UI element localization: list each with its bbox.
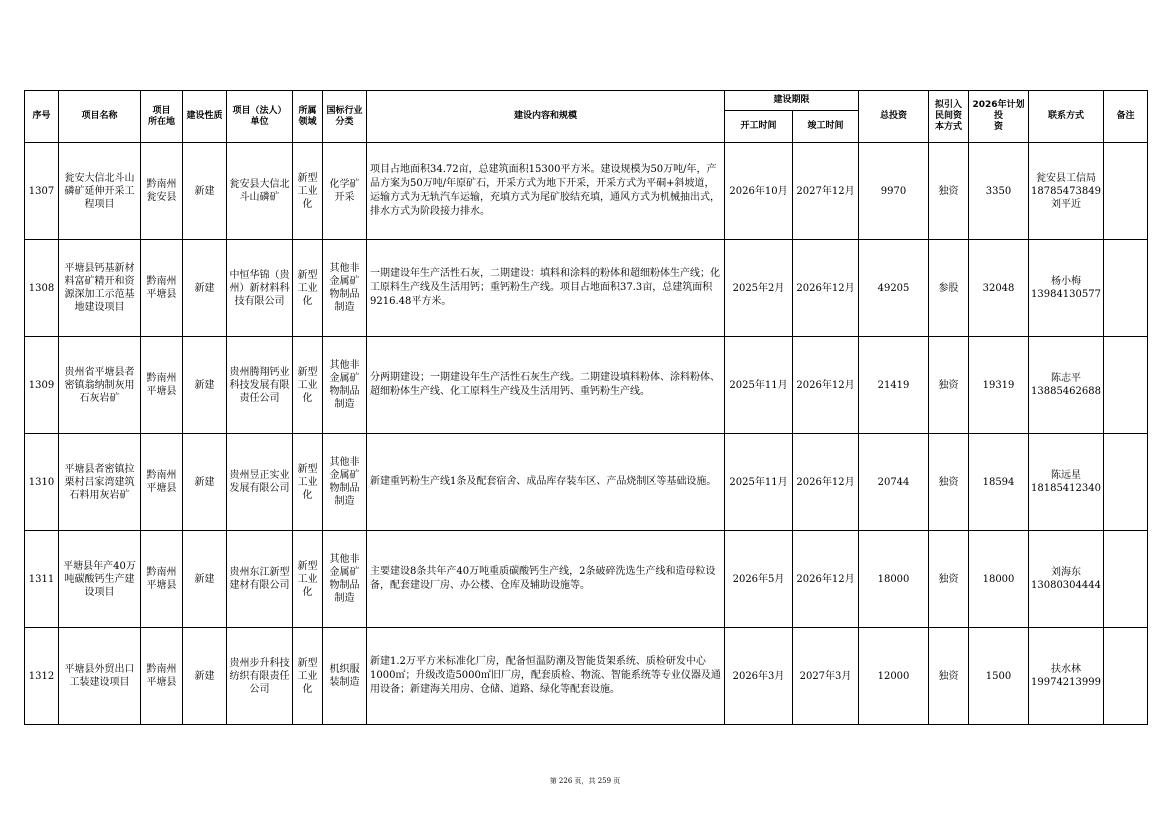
cell-industry: 其他非金属矿物制品制造 [323, 337, 367, 434]
cell-industry: 机织服装制造 [323, 628, 367, 725]
cell-content: 新建重钙粉生产线1条及配套宿舍、成品库存装车区、产品烧制区等基础设施。 [367, 434, 725, 531]
cell-unit: 中恒华锦（贵州）新材料科技有限公司 [227, 240, 293, 337]
cell-start-time: 2026年5月 [725, 531, 793, 628]
header-contact: 联系方式 [1029, 91, 1104, 143]
cell-private-capital: 独资 [929, 337, 969, 434]
cell-contact: 刘海东 13080304444 [1029, 531, 1104, 628]
cell-industry: 化学矿开采 [323, 143, 367, 240]
cell-field: 新型工业化 [293, 434, 323, 531]
cell-private-capital: 独资 [929, 628, 969, 725]
cell-seq: 1307 [25, 143, 59, 240]
cell-content: 新建1.2万平方米标准化厂房，配备恒温防潮及智能货架系统、质检研发中心1000㎡；升级改造5000㎡旧厂房，配套质检、物流、智能系统等专业仪器及通用设备；新建海关用房、仓储、道路、绿化等配套设施。 [367, 628, 725, 725]
project-table [24, 90, 1148, 725]
header-nature: 建设性质 [183, 91, 227, 143]
cell-unit: 贵州腾翔钙业科技发展有限责任公司 [227, 337, 293, 434]
cell-field: 新型工业化 [293, 628, 323, 725]
cell-seq: 1308 [25, 240, 59, 337]
cell-end-time: 2027年3月 [793, 628, 859, 725]
table-row [25, 628, 1148, 725]
header-remark: 备注 [1104, 91, 1148, 143]
cell-remark [1104, 143, 1148, 240]
cell-total-investment: 49205 [859, 240, 929, 337]
cell-nature: 新建 [183, 240, 227, 337]
cell-seq: 1310 [25, 434, 59, 531]
cell-start-time: 2026年3月 [725, 628, 793, 725]
cell-industry: 其他非金属矿物制品制造 [323, 240, 367, 337]
header-period: 建设期限 [725, 91, 859, 111]
cell-project-name: 平塘县年产40万吨碳酸钙生产建设项目 [59, 531, 141, 628]
cell-project-name: 平塘县钙基新材料富矿精开和资源深加工示范基地建设项目 [59, 240, 141, 337]
cell-location: 黔南州平塘县 [141, 337, 183, 434]
cell-remark [1104, 628, 1148, 725]
cell-end-time: 2026年12月 [793, 531, 859, 628]
header-end-time: 竣工时间 [793, 111, 859, 143]
cell-project-name: 平塘县外贸出口工装建设项目 [59, 628, 141, 725]
cell-nature: 新建 [183, 143, 227, 240]
cell-private-capital: 独资 [929, 434, 969, 531]
cell-seq: 1311 [25, 531, 59, 628]
cell-location: 黔南州平塘县 [141, 531, 183, 628]
cell-unit: 贵州昱正实业发展有限公司 [227, 434, 293, 531]
cell-private-capital: 参股 [929, 240, 969, 337]
cell-location: 黔南州平塘县 [141, 434, 183, 531]
cell-total-investment: 21419 [859, 337, 929, 434]
header-location: 项目 所在地 [141, 91, 183, 143]
cell-contact: 瓮安县工信局 18785473849 刘平近 [1029, 143, 1104, 240]
cell-nature: 新建 [183, 337, 227, 434]
cell-industry: 其他非金属矿物制品制造 [323, 531, 367, 628]
header-field: 所属 领域 [293, 91, 323, 143]
cell-unit: 贵州步升科技纺织有限责任公司 [227, 628, 293, 725]
cell-unit: 贵州东江新型建材有限公司 [227, 531, 293, 628]
cell-project-name: 瓮安大信北斗山磷矿延伸开采工程项目 [59, 143, 141, 240]
cell-project-name: 贵州省平塘县者密镇翁纳制灰用石灰岩矿 [59, 337, 141, 434]
cell-seq: 1312 [25, 628, 59, 725]
cell-start-time: 2025年11月 [725, 337, 793, 434]
cell-private-capital: 独资 [929, 143, 969, 240]
header-project-name: 项目名称 [59, 91, 141, 143]
table-row [25, 531, 1148, 628]
cell-project-name: 平塘县者密镇拉栗村吕家湾建筑石料用灰岩矿 [59, 434, 141, 531]
cell-seq: 1309 [25, 337, 59, 434]
cell-field: 新型工业化 [293, 240, 323, 337]
cell-nature: 新建 [183, 434, 227, 531]
cell-private-capital: 独资 [929, 531, 969, 628]
cell-remark [1104, 434, 1148, 531]
header-start-time: 开工时间 [725, 111, 793, 143]
cell-field: 新型工业化 [293, 337, 323, 434]
cell-total-investment: 18000 [859, 531, 929, 628]
header-content: 建设内容和规模 [367, 91, 725, 143]
cell-plan-investment: 1500 [969, 628, 1029, 725]
cell-end-time: 2026年12月 [793, 240, 859, 337]
cell-nature: 新建 [183, 628, 227, 725]
cell-start-time: 2026年10月 [725, 143, 793, 240]
cell-content: 分两期建设；一期建设年生产活性石灰生产线。二期建设填料粉体、涂料粉体、超细粉体生产线、化工原料生产线及生活用钙、重钙粉生产线。 [367, 337, 725, 434]
cell-location: 黔南州平塘县 [141, 240, 183, 337]
cell-plan-investment: 19319 [969, 337, 1029, 434]
cell-location: 黔南州瓮安县 [141, 143, 183, 240]
table-row [25, 143, 1148, 240]
header-plan-investment: 2026年计划投 资 [969, 91, 1029, 143]
cell-content: 一期建设年生产活性石灰，二期建设：填料和涂料的粉体和超细粉体生产线；化工原料生产线及生活用钙；重钙粉生产线。项目占地面积37.3亩，总建筑面积9216.48平方米。 [367, 240, 725, 337]
header-unit: 项目（法人） 单位 [227, 91, 293, 143]
cell-contact: 扶水林 19974213999 [1029, 628, 1104, 725]
cell-remark [1104, 531, 1148, 628]
cell-plan-investment: 18000 [969, 531, 1029, 628]
cell-total-investment: 12000 [859, 628, 929, 725]
page-footer: 第 226 页，共 259 页 [549, 777, 621, 785]
header-seq: 序号 [25, 91, 59, 143]
cell-total-investment: 9970 [859, 143, 929, 240]
cell-industry: 其他非金属矿物制品制造 [323, 434, 367, 531]
cell-remark [1104, 240, 1148, 337]
cell-end-time: 2026年12月 [793, 434, 859, 531]
cell-contact: 陈远星 18185412340 [1029, 434, 1104, 531]
table-row [25, 240, 1148, 337]
cell-field: 新型工业化 [293, 531, 323, 628]
header-private-capital: 拟引入 民间资 本方式 [929, 91, 969, 143]
cell-total-investment: 20744 [859, 434, 929, 531]
cell-remark [1104, 337, 1148, 434]
header-total-investment: 总投资 [859, 91, 929, 143]
cell-start-time: 2025年11月 [725, 434, 793, 531]
cell-content: 项目占地面积34.72亩，总建筑面积15300平方米。建设规模为50万吨/年，产品方案为50万吨/年原矿石，开采方式为地下开采，开采方式为平硐+斜坡道，运输方式为无轨汽车运输，充填方式为尾矿胶结充填，通风方式为机械抽出式，排水方式为阶段接力排水。 [367, 143, 725, 240]
cell-start-time: 2025年2月 [725, 240, 793, 337]
cell-end-time: 2026年12月 [793, 337, 859, 434]
cell-field: 新型工业化 [293, 143, 323, 240]
table-row [25, 337, 1148, 434]
cell-location: 黔南州平塘县 [141, 628, 183, 725]
cell-nature: 新建 [183, 531, 227, 628]
cell-end-time: 2027年12月 [793, 143, 859, 240]
cell-content: 主要建设8条共年产40万吨重质碳酸钙生产线，2条破碎洗选生产线和造母粒设备，配套建设厂房、办公楼、仓库及辅助设施等。 [367, 531, 725, 628]
cell-contact: 陈志平 13885462688 [1029, 337, 1104, 434]
table-row [25, 434, 1148, 531]
cell-contact: 杨小梅 13984130577 [1029, 240, 1104, 337]
cell-plan-investment: 18594 [969, 434, 1029, 531]
header-industry: 国标行业 分类 [323, 91, 367, 143]
cell-unit: 瓮安县大信北斗山磷矿 [227, 143, 293, 240]
cell-plan-investment: 32048 [969, 240, 1029, 337]
cell-plan-investment: 3350 [969, 143, 1029, 240]
